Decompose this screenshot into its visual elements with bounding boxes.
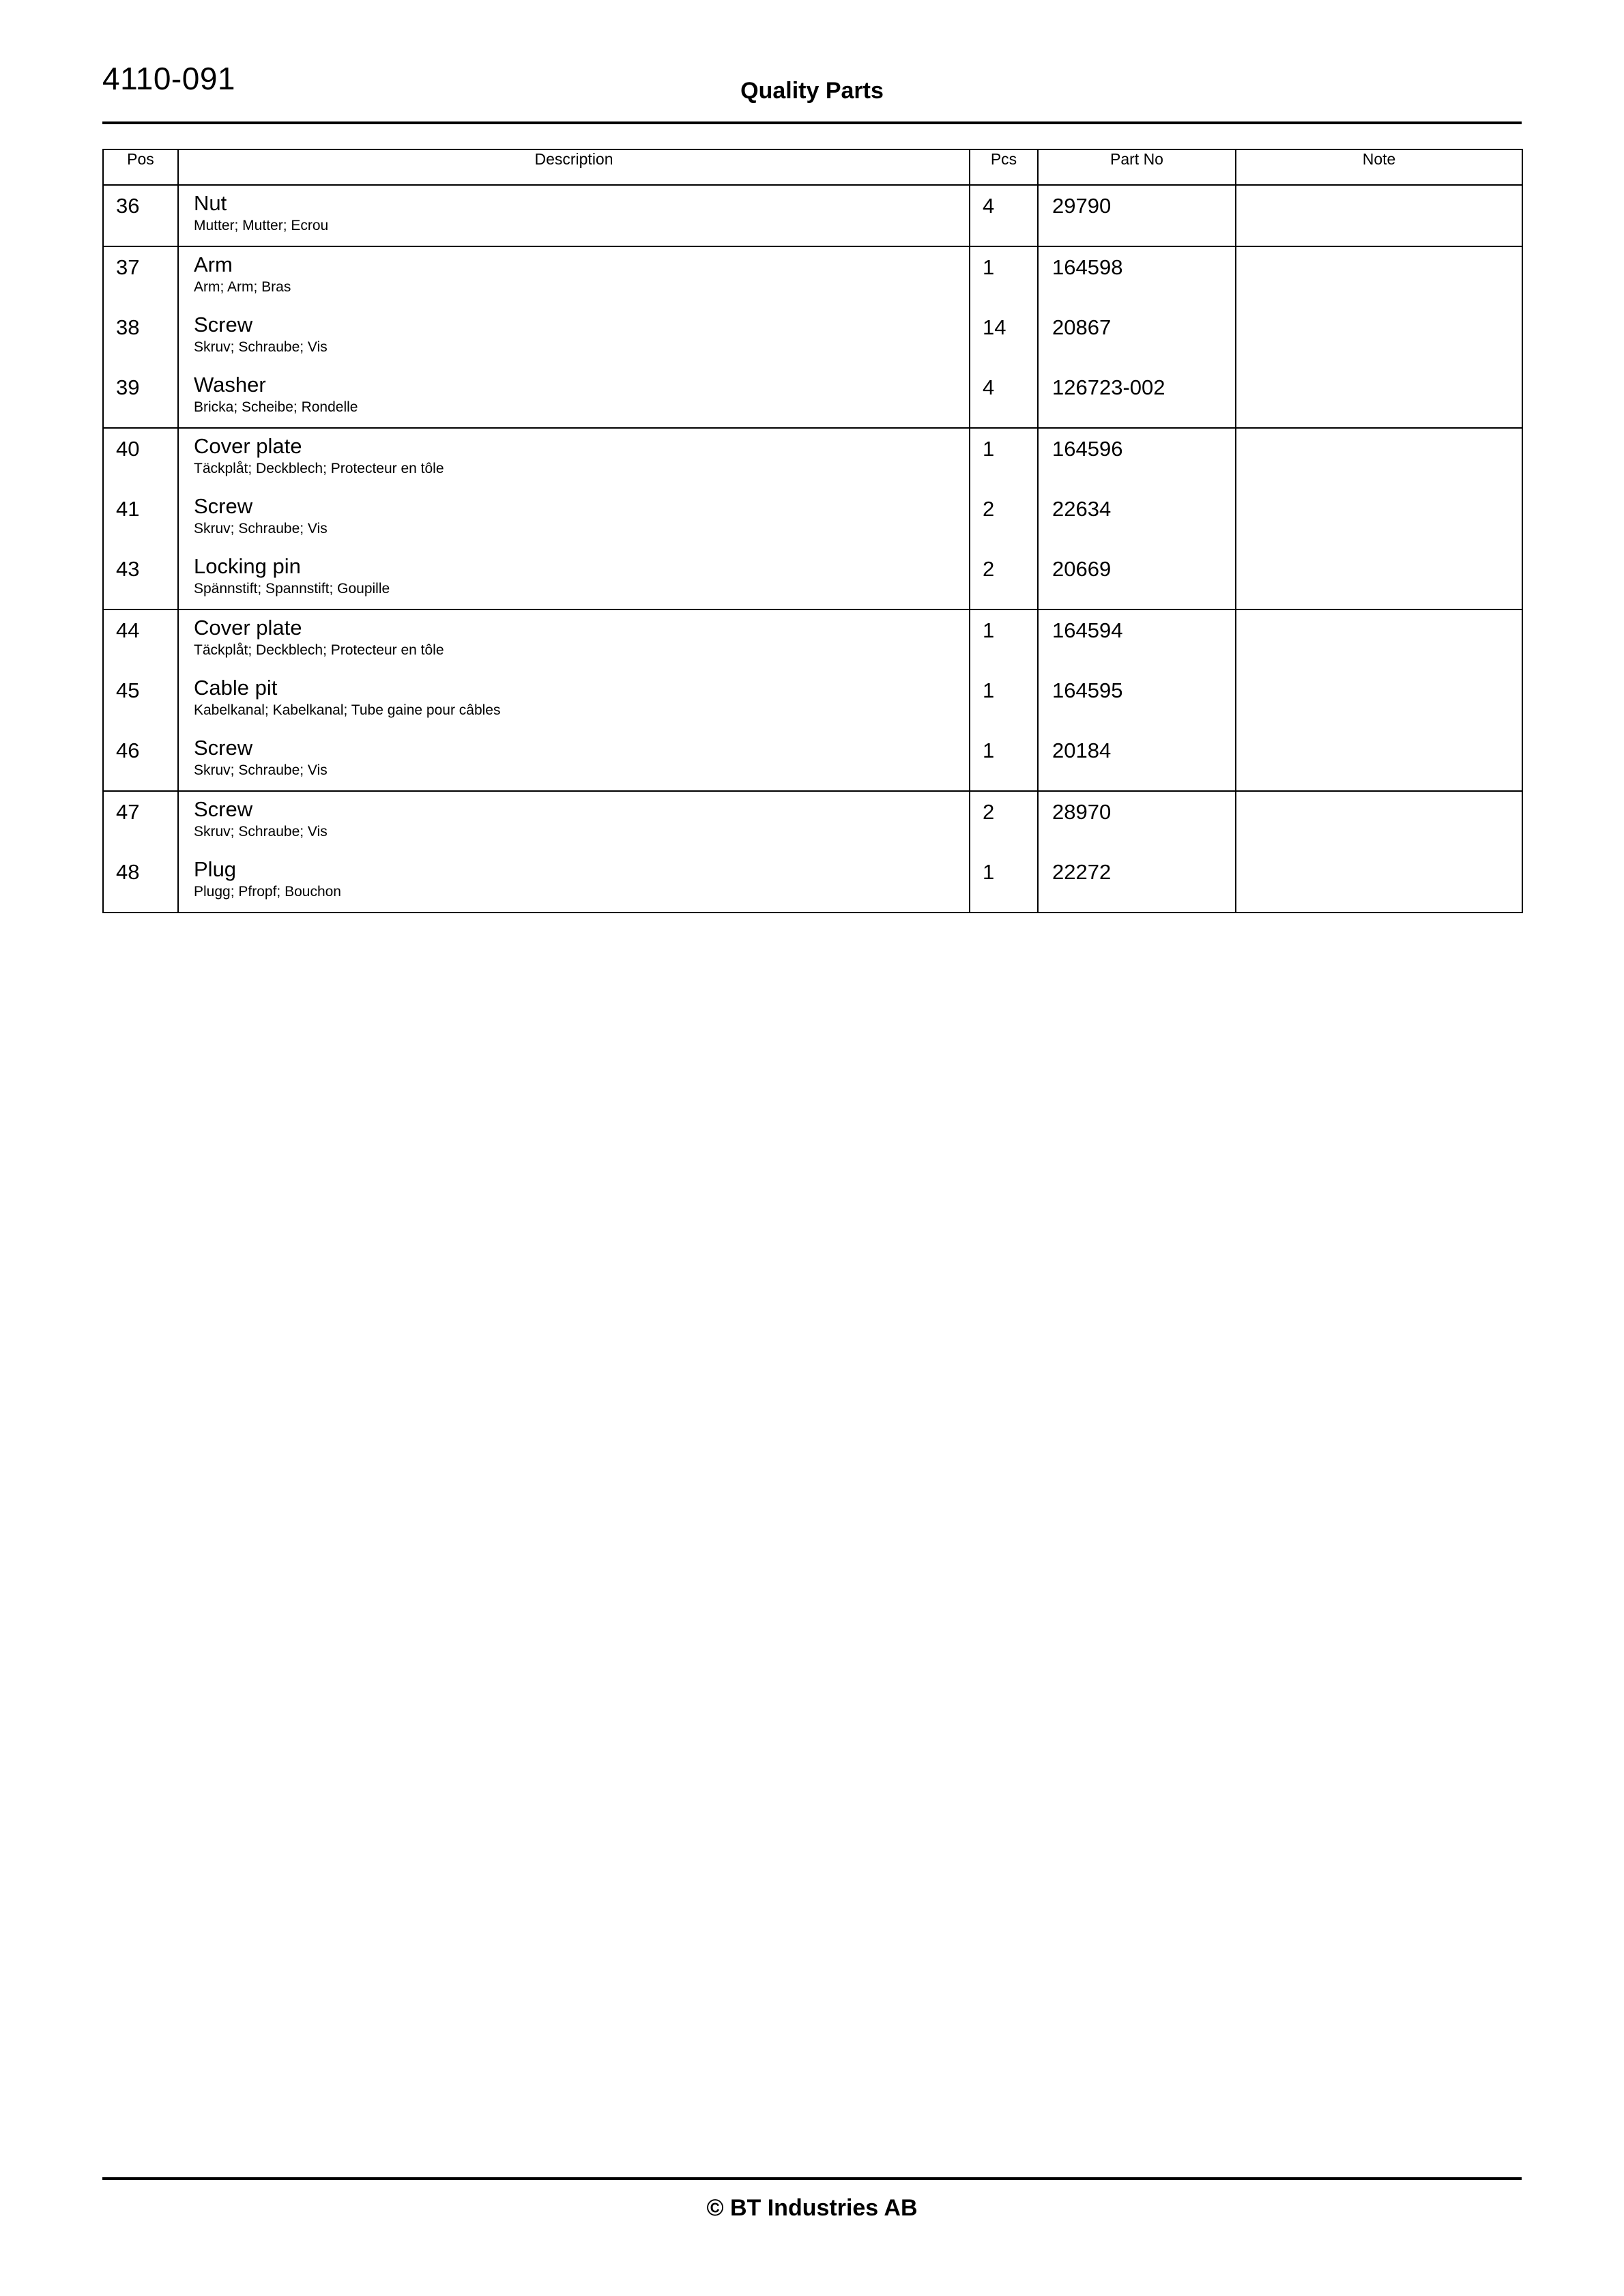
part-name: Screw (194, 494, 253, 518)
part-translations: Skruv; Schraube; Vis (194, 521, 328, 536)
column-header-pos: Pos (103, 149, 178, 185)
group-note-cell (1236, 609, 1522, 791)
group-pcs-cell (970, 609, 1038, 791)
group-part-no-cell (1038, 185, 1236, 246)
page-title: Quality Parts (740, 78, 884, 104)
cell-description (179, 852, 969, 912)
part-name: Washer (194, 373, 266, 397)
cell-pos: 47 (116, 800, 140, 824)
cell-description (179, 549, 969, 609)
cell-part-no: 22272 (1052, 860, 1112, 884)
part-translations: Mutter; Mutter; Ecrou (194, 218, 329, 233)
group-description-cell (178, 791, 970, 913)
part-translations: Plugg; Pfropf; Bouchon (194, 884, 341, 900)
cell-description (179, 429, 969, 489)
cell-part-no: 20867 (1052, 315, 1112, 339)
group-pos-cell (103, 246, 178, 428)
part-translations: Arm; Arm; Bras (194, 279, 291, 295)
part-translations: Spännstift; Spannstift; Goupille (194, 581, 390, 597)
column-header-note: Note (1236, 149, 1522, 185)
group-pcs-cell (970, 246, 1038, 428)
page-header (102, 60, 1522, 119)
group-description-cell (178, 185, 970, 246)
cell-pcs: 1 (983, 678, 995, 702)
table-row-group (103, 185, 1522, 246)
cell-description (179, 489, 969, 549)
part-translations: Skruv; Schraube; Vis (194, 824, 328, 840)
cell-pos: 48 (116, 860, 140, 884)
cell-note (1236, 730, 1522, 790)
cell-pcs: 1 (983, 618, 995, 642)
cell-pcs: 1 (983, 437, 995, 461)
cell-pos: 45 (116, 678, 140, 702)
cell-pcs: 4 (983, 194, 995, 218)
parts-table (102, 149, 1523, 913)
group-note-cell (1236, 246, 1522, 428)
cell-part-no: 22634 (1052, 497, 1112, 521)
cell-pos: 36 (116, 194, 140, 218)
cell-description (179, 670, 969, 730)
cell-note (1236, 307, 1522, 367)
part-name: Screw (194, 313, 253, 336)
cell-part-no: 164594 (1052, 618, 1123, 642)
part-translations: Bricka; Scheibe; Rondelle (194, 399, 358, 415)
cell-part-no: 20669 (1052, 557, 1112, 581)
header-divider (102, 121, 1522, 124)
cell-part-no: 126723-002 (1052, 375, 1165, 399)
group-pcs-cell (970, 791, 1038, 913)
cell-note (1236, 489, 1522, 549)
cell-note (1236, 247, 1522, 307)
cell-pos: 39 (116, 375, 140, 399)
group-pos-cell (103, 791, 178, 913)
footer-divider (102, 2177, 1522, 2180)
cell-description (179, 247, 969, 307)
table-row-group (103, 609, 1522, 791)
cell-note (1236, 792, 1522, 852)
cell-description (179, 186, 969, 246)
group-pos-cell (103, 609, 178, 791)
group-note-cell (1236, 791, 1522, 913)
cell-pos: 38 (116, 315, 140, 339)
part-name: Cover plate (194, 616, 302, 640)
part-translations: Kabelkanal; Kabelkanal; Tube gaine pour câbles (194, 702, 501, 718)
cell-part-no: 28970 (1052, 800, 1112, 824)
group-part-no-cell (1038, 428, 1236, 609)
part-name: Screw (194, 797, 253, 821)
group-part-no-cell (1038, 246, 1236, 428)
cell-pcs: 1 (983, 738, 995, 762)
group-pcs-cell (970, 185, 1038, 246)
cell-pos: 40 (116, 437, 140, 461)
cell-pos: 46 (116, 738, 140, 762)
cell-pcs: 14 (983, 315, 1006, 339)
cell-pcs: 2 (983, 497, 995, 521)
cell-note (1236, 670, 1522, 730)
part-name: Nut (194, 191, 227, 215)
cell-note (1236, 610, 1522, 670)
cell-part-no: 164596 (1052, 437, 1123, 461)
part-translations: Skruv; Schraube; Vis (194, 762, 328, 778)
part-translations: Täckplåt; Deckblech; Protecteur en tôle (194, 642, 444, 658)
cell-description (179, 307, 969, 367)
cell-note (1236, 852, 1522, 912)
parts-table-container (102, 149, 1522, 913)
cell-pcs: 1 (983, 255, 995, 279)
group-part-no-cell (1038, 609, 1236, 791)
part-name: Plug (194, 857, 237, 881)
table-header-row (103, 149, 1522, 185)
footer-copyright: © BT Industries AB (706, 2195, 918, 2221)
group-pos-cell (103, 185, 178, 246)
part-name: Locking pin (194, 554, 301, 578)
table-body (103, 185, 1522, 913)
cell-pcs: 1 (983, 860, 995, 884)
column-header-part-no: Part No (1038, 149, 1236, 185)
cell-pcs: 2 (983, 557, 995, 581)
cell-part-no: 164595 (1052, 678, 1123, 702)
part-name: Arm (194, 253, 233, 276)
group-part-no-cell (1038, 791, 1236, 913)
group-note-cell (1236, 185, 1522, 246)
cell-note (1236, 549, 1522, 609)
cell-note (1236, 429, 1522, 489)
column-header-pcs: Pcs (970, 149, 1038, 185)
cell-pcs: 4 (983, 375, 995, 399)
part-translations: Skruv; Schraube; Vis (194, 339, 328, 355)
document-number: 4110-091 (102, 61, 235, 96)
cell-pos: 41 (116, 497, 140, 521)
table-row-group (103, 791, 1522, 913)
cell-description (179, 367, 969, 427)
group-description-cell (178, 246, 970, 428)
group-note-cell (1236, 428, 1522, 609)
cell-description (179, 610, 969, 670)
group-description-cell (178, 609, 970, 791)
cell-pcs: 2 (983, 800, 995, 824)
column-header-description: Description (178, 149, 970, 185)
part-translations: Täckplåt; Deckblech; Protecteur en tôle (194, 461, 444, 476)
cell-part-no: 20184 (1052, 738, 1112, 762)
table-header (103, 149, 1522, 185)
cell-pos: 44 (116, 618, 140, 642)
group-pos-cell (103, 428, 178, 609)
group-description-cell (178, 428, 970, 609)
group-pcs-cell (970, 428, 1038, 609)
cell-part-no: 164598 (1052, 255, 1123, 279)
cell-pos: 37 (116, 255, 140, 279)
cell-note (1236, 367, 1522, 427)
cell-description (179, 730, 969, 790)
cell-note (1236, 186, 1522, 246)
part-name: Cover plate (194, 434, 302, 458)
table-row-group (103, 428, 1522, 609)
cell-description (179, 792, 969, 852)
cell-part-no: 29790 (1052, 194, 1112, 218)
part-name: Cable pit (194, 676, 278, 700)
part-name: Screw (194, 736, 253, 760)
cell-pos: 43 (116, 557, 140, 581)
table-row-group (103, 246, 1522, 428)
